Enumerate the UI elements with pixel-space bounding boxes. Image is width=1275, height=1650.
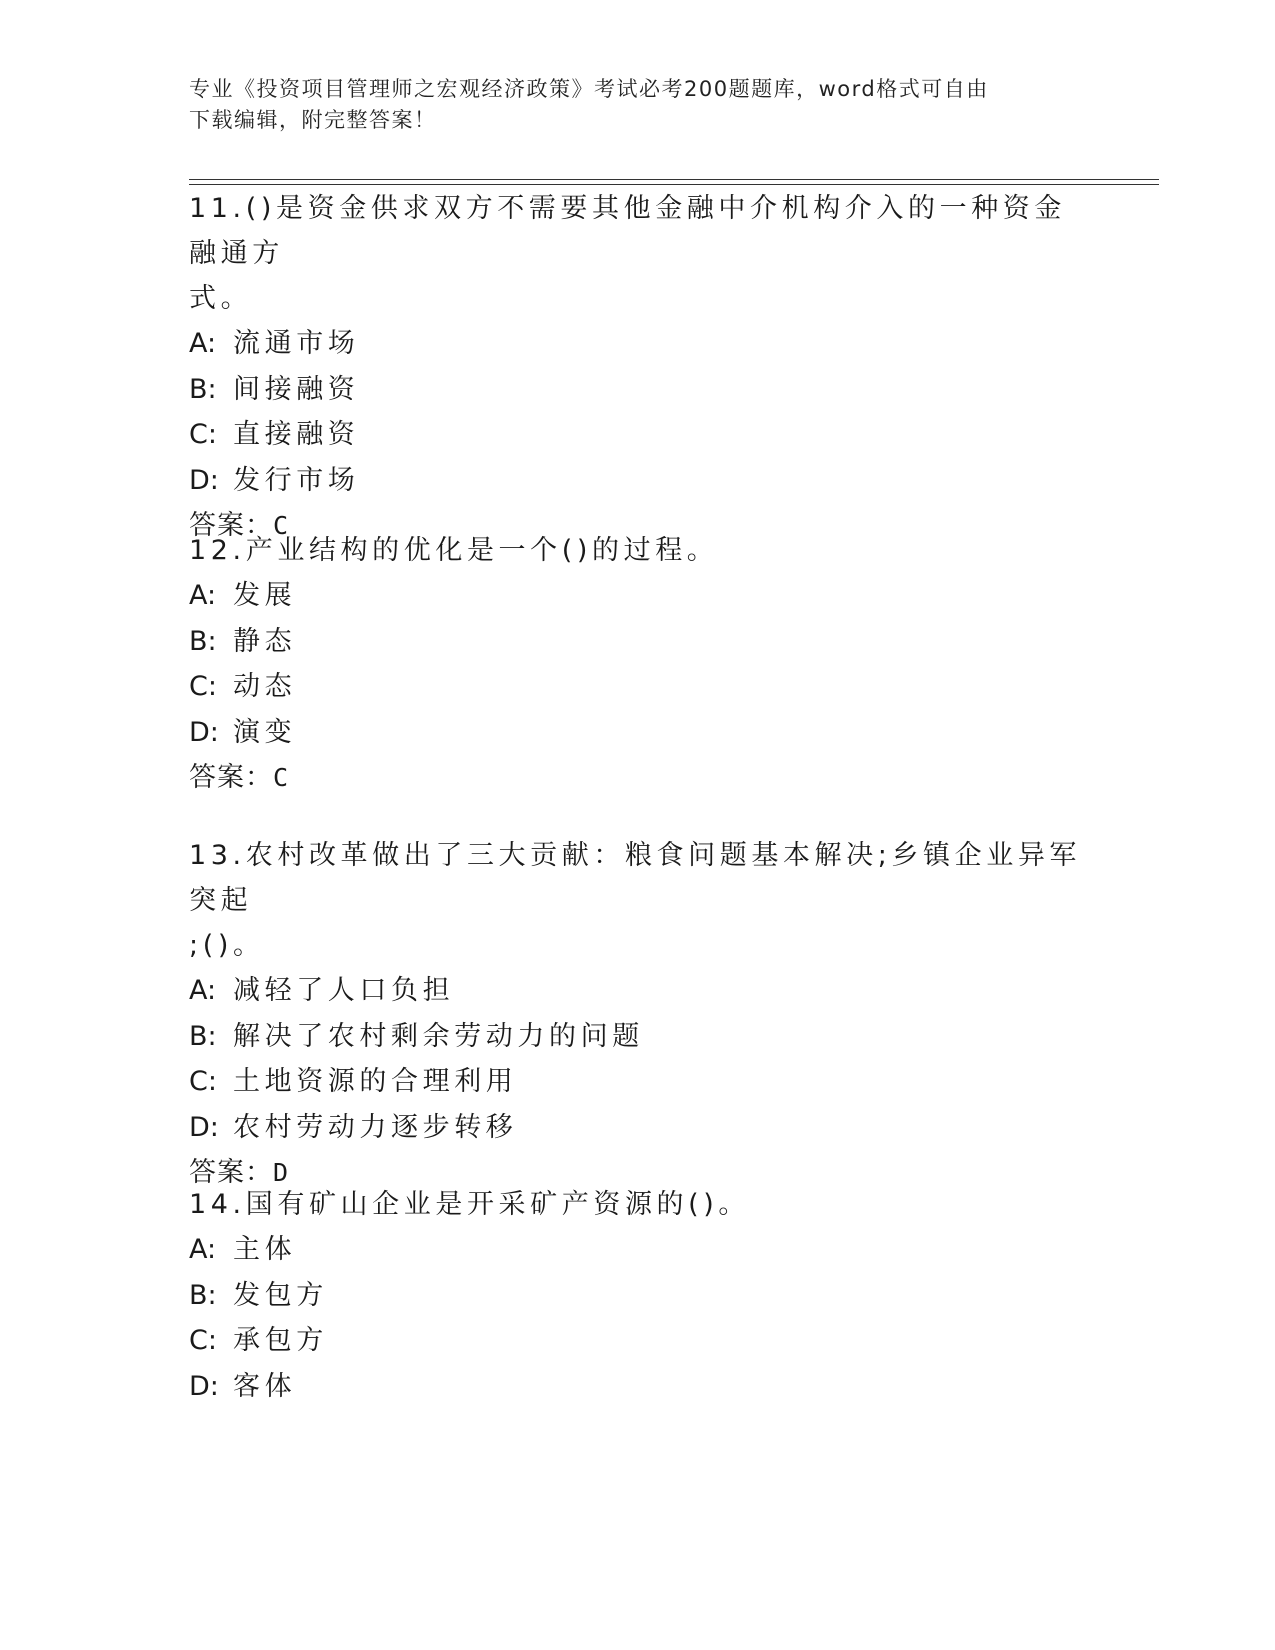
option-d bbox=[189, 710, 1089, 756]
option-letter: B: bbox=[189, 1020, 217, 1052]
option-c bbox=[189, 412, 1089, 458]
option-b bbox=[189, 1014, 1089, 1060]
option-letter: B: bbox=[189, 625, 217, 657]
option-letter: D: bbox=[189, 716, 219, 748]
option-text: 客体 bbox=[233, 1370, 297, 1402]
option-text: 发展 bbox=[233, 580, 297, 611]
option-b bbox=[189, 1273, 1089, 1319]
option-text: 减轻了人口负担 bbox=[233, 975, 455, 1006]
header-line-2: 下载编辑，附完整答案！ bbox=[189, 108, 437, 132]
question-stem: 13.农村改革做出了三大贡献：粮食问题基本解决;乡镇企业异军突起 bbox=[189, 840, 1082, 916]
option-c bbox=[189, 664, 1089, 710]
answer-label: 答案： bbox=[189, 762, 273, 793]
option-text: 农村劳动力逐步转移 bbox=[233, 1111, 518, 1143]
question-stem: 11.()是资金供求双方不需要其他金融中介机构介入的一种资金融通方 bbox=[189, 193, 1067, 269]
option-letter: C: bbox=[189, 419, 217, 450]
option-letter: C: bbox=[189, 1325, 217, 1356]
option-text: 演变 bbox=[233, 716, 297, 748]
option-text: 间接融资 bbox=[233, 373, 360, 405]
option-letter: B: bbox=[189, 1279, 217, 1311]
option-text: 发包方 bbox=[233, 1279, 328, 1311]
question-12 bbox=[189, 528, 1089, 801]
option-text: 静态 bbox=[233, 625, 297, 657]
option-letter: A: bbox=[189, 328, 217, 359]
option-a bbox=[189, 968, 1089, 1014]
answer-line bbox=[189, 755, 1089, 801]
option-text: 流通市场 bbox=[233, 328, 360, 359]
question-stem: 14.国有矿山企业是开采矿产资源的()。 bbox=[189, 1189, 751, 1220]
option-letter: A: bbox=[189, 580, 217, 611]
option-text: 直接融资 bbox=[233, 419, 360, 450]
header-divider-top bbox=[189, 179, 1159, 180]
question-stem-continued: ;()。 bbox=[189, 930, 265, 961]
option-c bbox=[189, 1059, 1089, 1105]
option-letter: D: bbox=[189, 464, 219, 496]
answer-label: 答案： bbox=[189, 1157, 273, 1188]
option-text: 土地资源的合理利用 bbox=[233, 1066, 518, 1097]
document-header bbox=[189, 74, 1069, 136]
option-d bbox=[189, 1105, 1089, 1151]
option-letter: A: bbox=[189, 975, 217, 1006]
option-b bbox=[189, 619, 1089, 665]
question-stem-continued: 式。 bbox=[189, 283, 253, 314]
option-letter: B: bbox=[189, 373, 217, 405]
option-b bbox=[189, 367, 1089, 413]
option-text: 主体 bbox=[233, 1234, 297, 1265]
answer-value: D bbox=[273, 1158, 290, 1187]
question-14 bbox=[189, 1182, 1089, 1409]
option-a bbox=[189, 573, 1089, 619]
option-d bbox=[189, 1364, 1089, 1410]
option-text: 动态 bbox=[233, 671, 297, 702]
question-stem: 12.产业结构的优化是一个()的过程。 bbox=[189, 535, 719, 566]
option-text: 解决了农村剩余劳动力的问题 bbox=[233, 1020, 644, 1052]
option-letter: D: bbox=[189, 1111, 219, 1143]
option-a bbox=[189, 321, 1089, 367]
header-divider-bottom bbox=[189, 184, 1159, 185]
option-letter: D: bbox=[189, 1370, 219, 1402]
option-a bbox=[189, 1227, 1089, 1273]
answer-label: 答案： bbox=[189, 510, 273, 541]
option-text: 承包方 bbox=[233, 1325, 328, 1356]
option-letter: C: bbox=[189, 671, 217, 702]
option-c bbox=[189, 1318, 1089, 1364]
header-line-1: 专业《投资项目管理师之宏观经济政策》考试必考200题题库，word格式可自由 bbox=[189, 77, 989, 101]
answer-value: C bbox=[273, 763, 290, 792]
answer-value: C bbox=[273, 511, 290, 540]
option-letter: C: bbox=[189, 1066, 217, 1097]
question-13 bbox=[189, 833, 1089, 1196]
option-letter: A: bbox=[189, 1234, 217, 1265]
question-11 bbox=[189, 186, 1089, 549]
option-text: 发行市场 bbox=[233, 464, 360, 496]
option-d bbox=[189, 458, 1089, 504]
